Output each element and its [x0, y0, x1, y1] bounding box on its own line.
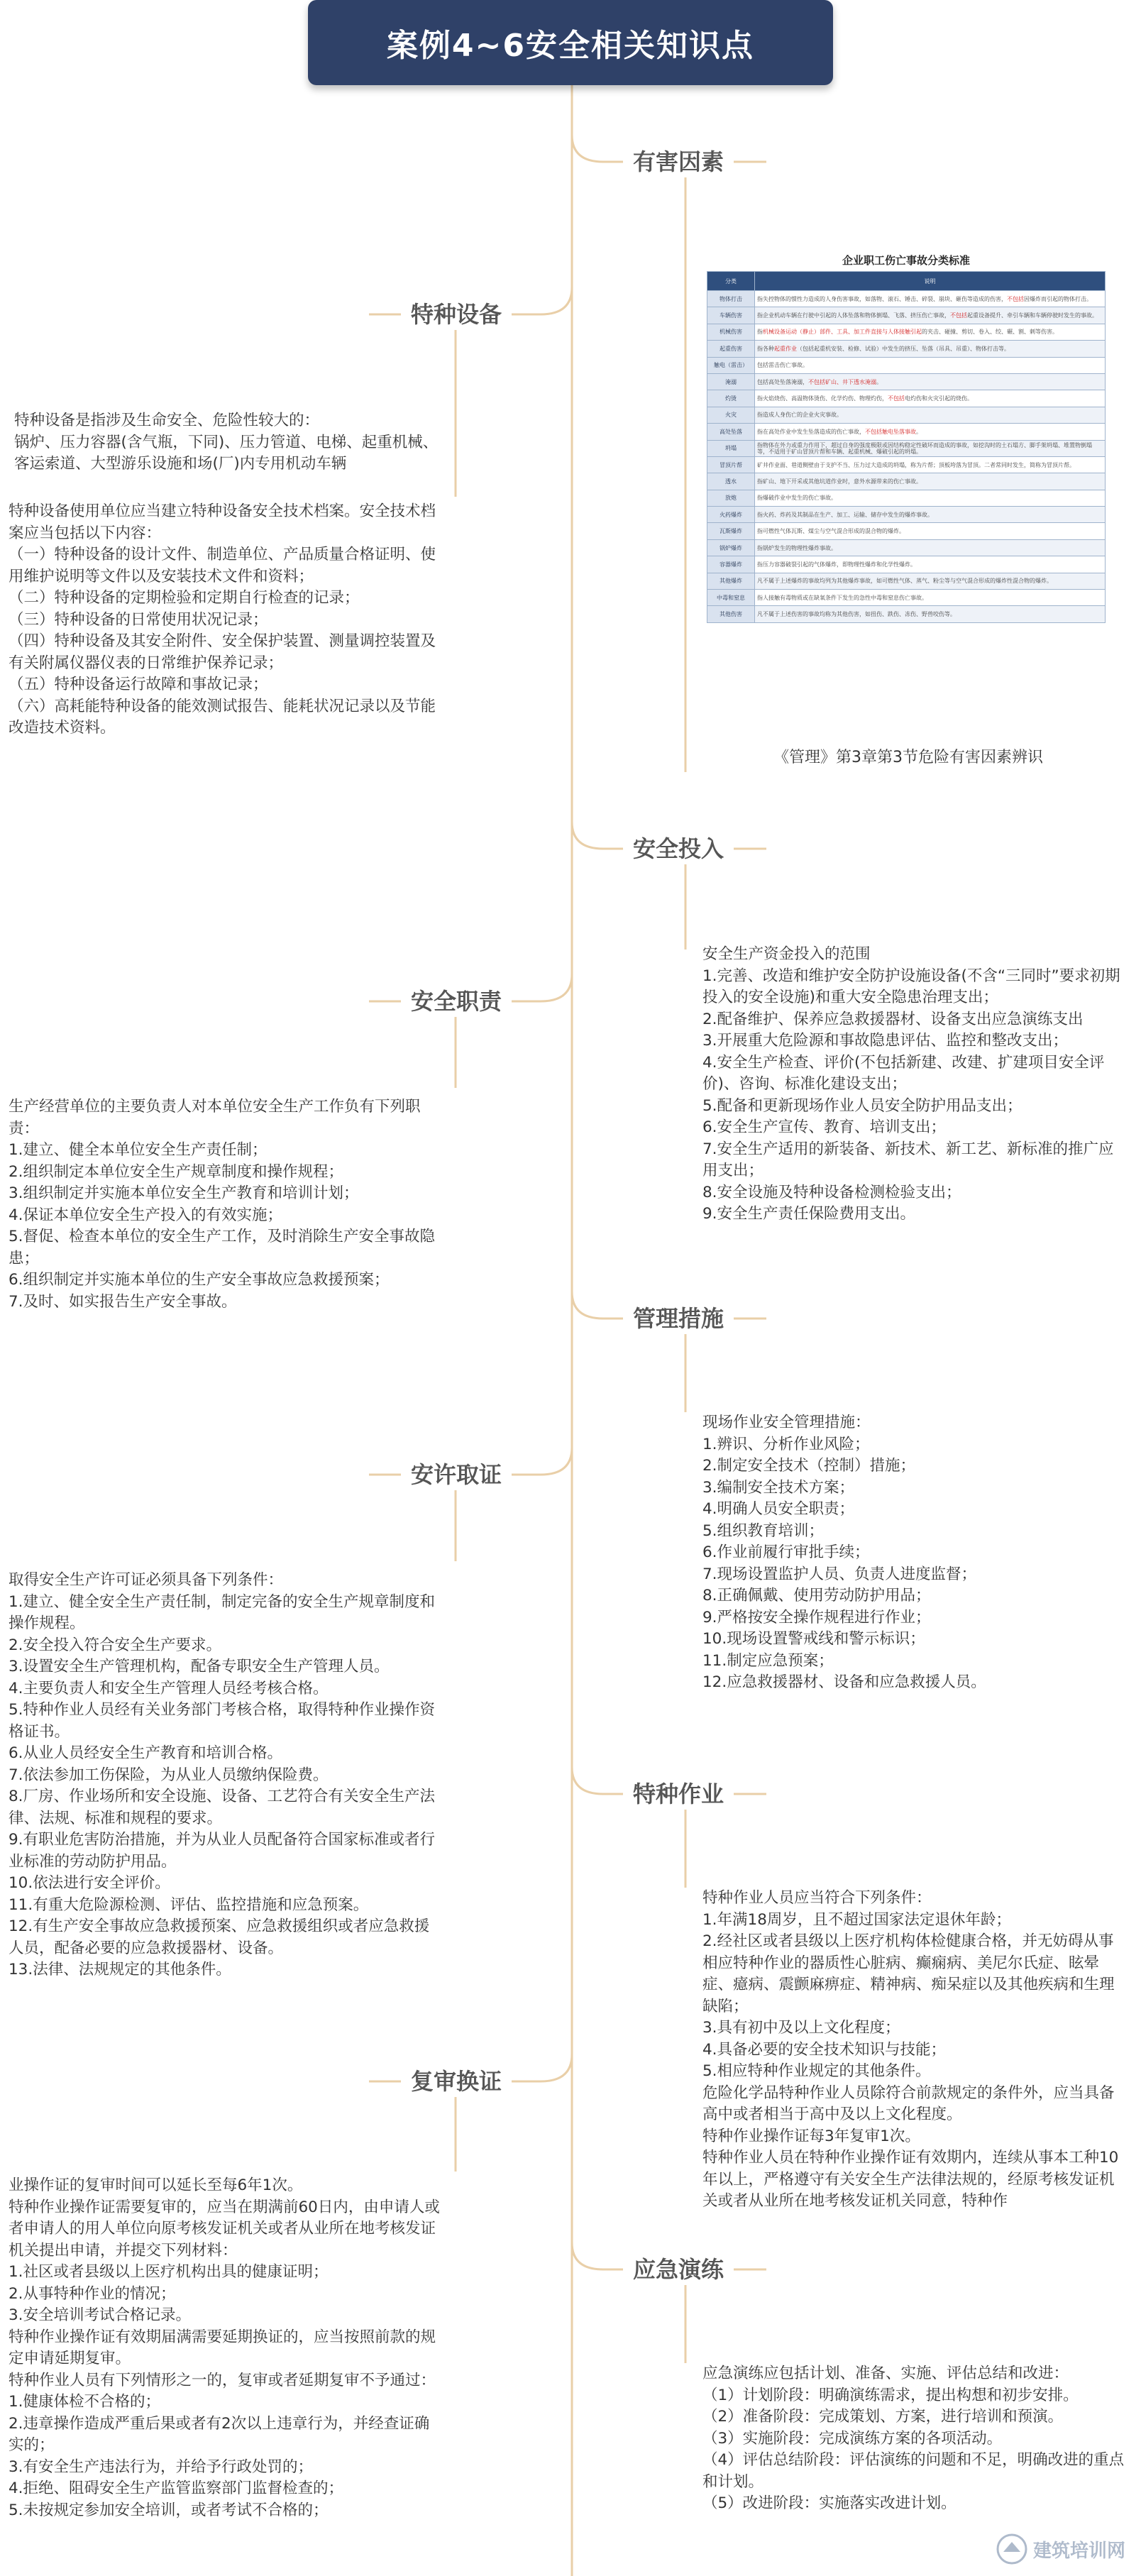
- leaf-line: （五）特种设备运行故障和事故记录；: [9, 676, 268, 693]
- leaf-line: （三）特种设备的日常使用状况记录；: [9, 610, 268, 629]
- description-text: 凡不属于上述爆炸的事故均列为其他爆炸事故，如可燃性气体、蒸气、粉尘等与空气混合形成的爆炸性混合物的爆炸。: [757, 578, 1052, 585]
- leaf-line: 2.从事特种作业的情况；: [9, 2284, 176, 2303]
- table-row: [707, 291, 1106, 307]
- leaf-line: 4.保证本单位安全生产投入的有效实施；: [9, 1206, 283, 1224]
- description-text: 包括高处坠落淹溺，: [757, 378, 808, 385]
- leaf-line: 5.配备和更新现场作业人员安全防护用品支出；: [702, 1096, 1023, 1115]
- leaf-line: 10.依法进行安全评价。: [9, 1874, 170, 1892]
- special-equipment-archive: [9, 501, 440, 739]
- highlight-text: 不包括触电坠落事故: [865, 428, 916, 435]
- leaf-line: 3.组织制定并实施本单位安全生产教育和培训计划；: [9, 1184, 359, 1202]
- table-cell-category: 物体打击: [707, 291, 755, 307]
- leaf-line: 6.安全生产宣传、教育、培训支出；: [702, 1118, 947, 1136]
- leaf-line: 4.安全生产检查、评价(不包括新建、改建、扩建项目安全评价)、咨询、标准化建设支出；: [702, 1053, 1105, 1093]
- leaf-line: 3.安全培训考试合格记录。: [9, 2306, 192, 2324]
- safety-duty-list: [9, 1096, 443, 1313]
- description-text: 指人接触有毒物质或在缺氧条件下发生的急性中毒和窒息伤亡事故。: [757, 594, 927, 601]
- leaf-line: 9.严格按安全操作规程进行作业；: [702, 1608, 931, 1626]
- leaf-line: 应急演练应包括计划、准备、实施、评估总结和改进：: [702, 2365, 1069, 2382]
- leaf-line: 1.社区或者县级以上医疗机构出具的健康证明；: [9, 2263, 329, 2281]
- table-cell-category: 其他伤害: [707, 606, 755, 622]
- emergency-list: [702, 2363, 1127, 2515]
- highlight-text: 不包括: [888, 395, 905, 402]
- leaf-line: 1.年满18周岁，且不超过国家法定退休年龄；: [702, 1910, 1011, 1929]
- description-text: 电灼伤和火灾引起的烧伤。: [905, 395, 973, 402]
- table-row: [707, 390, 1106, 407]
- branch-special-equipment: 特种设备: [401, 299, 512, 330]
- table-cell-description: [755, 590, 1106, 606]
- leaf-line: （4）评估总结阶段：评估演练的问题和不足，明确改进的重点和计划。: [702, 2451, 1125, 2491]
- table-cell-category: 透水: [707, 473, 755, 490]
- leaf-line: （一）特种设备的设计文件、制造单位、产品质量合格证明、使用维护说明等文件以及安装技术文件和资料；: [9, 546, 436, 585]
- leaf-line: （3）实施阶段：完成演练方案的各项活动。: [702, 2429, 1003, 2448]
- leaf-line: 3.设置安全生产管理机构，配备专职安全生产管理人员。: [9, 1658, 390, 1675]
- leaf-line: （二）特种设备的定期检验和定期自行检查的记录；: [9, 589, 360, 607]
- leaf-line: 8.安全设施及特种设备检测检验支出；: [702, 1183, 961, 1201]
- table-row: [707, 407, 1106, 423]
- table-row: [707, 440, 1106, 456]
- table-cell-description: [755, 456, 1106, 473]
- leaf-line: 3.编制安全技术方案；: [702, 1478, 855, 1497]
- description-text: 指矿山、地下开采或其他坑道作业时，意外水源带来的伤亡事故。: [757, 478, 922, 485]
- leaf-line: 3.有安全生产违法行为，并给予行政处罚的；: [9, 2457, 314, 2476]
- table-row: [707, 573, 1106, 589]
- leaf-line: 4.拒绝、阻碍安全生产监管监察部门监督检查的；: [9, 2479, 344, 2497]
- table-row: [707, 456, 1106, 473]
- accident-table-body: [707, 291, 1106, 623]
- table-cell-description: [755, 424, 1106, 440]
- table-cell-category: 锅炉爆炸: [707, 539, 755, 556]
- leaf-line: 2.配备维护、保养应急救援器材、设备支出应急演练支出: [702, 1010, 1084, 1028]
- accident-classification-table: [707, 250, 1106, 732]
- leaf-line: 12.有生产安全事故应急救援预案、应急救援组织或者应急救援人员，配备必要的应急救援器材、设备。: [9, 1917, 430, 1957]
- table-cell-description: [755, 357, 1106, 373]
- leaf-line: 特种作业人员在特种作业操作证有效期内，连续从事本工种10年以上，严格遵守有关安全生产法律法规的，经原考核发证机关或者从业所在地考核发证机关同意，特种作: [702, 2149, 1119, 2210]
- table-row: [707, 507, 1106, 523]
- description-text: 指锅炉发生的物理性爆炸事故。: [757, 544, 837, 551]
- leaf-line: 7.及时、如实报告生产安全事故。: [9, 1292, 237, 1311]
- branch-safety-duty: 安全职责: [401, 986, 512, 1017]
- column-header-name: 分类: [707, 272, 755, 291]
- table-cell-category: 起重伤害: [707, 341, 755, 357]
- table-row: [707, 357, 1106, 373]
- table-cell-category: 淹溺: [707, 373, 755, 390]
- description-text: 指在高处作业中发生坠落造成的伤亡事故，: [757, 428, 865, 435]
- leaf-line: 取得安全生产许可证必须具备下列条件：: [9, 1571, 284, 1589]
- table-cell-description: [755, 539, 1106, 556]
- description-text: 矿井作业面、巷道侧壁由于支护不当、压力过大造成的坍塌，称为片帮；顶板垮落为冒顶。二者常同时发生，简称为冒顶片帮。: [757, 461, 1075, 468]
- table-cell-description: [755, 373, 1106, 390]
- table-cell-description: [755, 307, 1106, 324]
- table-cell-description: [755, 556, 1106, 573]
- leaf-line: 生产经营单位的主要负责人对本单位安全生产工作负有下列职责：: [9, 1098, 421, 1138]
- branch-safety-investment: 安全投入: [623, 833, 734, 864]
- hazard-caption: 《管理》第3章第3节危险有害因素辨识: [773, 749, 1043, 766]
- watermark: [996, 2533, 1125, 2565]
- description-text: 指造成人身伤亡的企业火灾事故。: [757, 412, 842, 419]
- description-text: 指物体在外力或重力作用下，超过自身的强度极限或因结构稳定性破坏而造成的事故，如挖沟时的土石塌方、脚手架坍塌、堆置物倒塌等，不适用于矿山冒顶片帮和车辆、起重机械、爆破引起的坍塌。: [757, 441, 1092, 455]
- leaf-line: 4.具备必要的安全技术知识与技能；: [702, 2040, 947, 2059]
- leaf-line: 特种作业操作证有效期届满需要延期换证的，应当按照前款的规定申请延期复审。: [9, 2328, 436, 2367]
- description-text: 指企业机动车辆在行驶中引起的人体坠落和物体倒塌、飞落、挤压伤亡事故，: [757, 312, 950, 319]
- description-text: 指火药、炸药及其制品在生产、加工、运输、储存中发生的爆炸事故。: [757, 511, 933, 518]
- table-cell-description: [755, 440, 1106, 456]
- license-list: [9, 1570, 443, 1981]
- table-cell-description: [755, 473, 1106, 490]
- leaf-line: （5）改进阶段：实施落实改进计划。: [702, 2494, 957, 2512]
- leaf-line: 1.完善、改造和维护安全防护设施设备(不含“三同时”要求初期投入的安全设施)和重大安全隐患治理支出；: [702, 967, 1120, 1006]
- special-work-list: [702, 1888, 1127, 2213]
- table-cell-category: 中毒和窒息: [707, 590, 755, 606]
- table-cell-description: [755, 324, 1106, 340]
- leaf-line: 2.经社区或者县级以上医疗机构体检健康合格，并无妨碍从事相应特种作业的器质性心脏病、癫痫病、美尼尔氏症、眩晕症、癔病、震颤麻痹症、精神病、痴呆症以及其他疾病和生理缺陷；: [702, 1932, 1115, 2015]
- leaf-line: 3.具有初中及以上文化程度；: [702, 2019, 900, 2037]
- leaf-line: 13.法律、法规规定的其他条件。: [9, 1961, 231, 1978]
- table-cell-category: 放炮: [707, 490, 755, 506]
- leaf-line: 2.安全投入符合安全生产要求。: [9, 1636, 222, 1654]
- description-text: 指火焰烧伤、高温物体烫伤、化学灼伤、物理灼伤，: [757, 395, 888, 402]
- leaf-line: 特种设备是指涉及生命安全、危险性较大的：: [14, 412, 320, 429]
- leaf-line: 5.组织教育培训；: [702, 1521, 825, 1540]
- table-row: [707, 490, 1106, 506]
- table-cell-category: 火药爆炸: [707, 507, 755, 523]
- central-topic-title: 案例4~6安全相关知识点: [386, 28, 755, 64]
- table-row: [707, 539, 1106, 556]
- column-header-desc: 说明: [755, 272, 1106, 291]
- table-row: [707, 324, 1106, 340]
- leaf-line: 11.制定应急预案；: [702, 1651, 834, 1670]
- table-row: [707, 523, 1106, 539]
- branch-license: 安许取证: [401, 1459, 512, 1490]
- leaf-line: 6.组织制定并实施本单位的生产安全事故应急救援预案；: [9, 1271, 390, 1289]
- leaf-line: （四）特种设备及其安全附件、安全保护装置、测量调控装置及有关附属仪器仪表的日常维护保养记录；: [9, 632, 436, 672]
- description-text: 指失控物体的惯性力造成的人身伤害事故，如落物、滚石、锤击、碎裂、崩块、砸伤等造成的伤害，: [757, 295, 1007, 302]
- branch-hazard: 有害因素: [623, 146, 734, 177]
- table-row: [707, 590, 1106, 606]
- leaf-line: 4.明确人员安全职责；: [702, 1500, 855, 1518]
- leaf-line: 7.安全生产适用的新装备、新技术、新工艺、新标准的推广应用支出；: [702, 1140, 1114, 1179]
- description-text: 。: [916, 428, 922, 435]
- table-cell-category: 其他爆炸: [707, 573, 755, 589]
- table-row: [707, 373, 1106, 390]
- accident-table: [707, 271, 1106, 623]
- table-cell-category: 瓦斯爆炸: [707, 523, 755, 539]
- leaf-line: 5.相应特种作业规定的其他条件。: [702, 2062, 931, 2080]
- table-cell-category: 触电（雷击）: [707, 357, 755, 373]
- table-cell-category: 容器爆炸: [707, 556, 755, 573]
- leaf-line: 8.厂房、作业场所和安全设施、设备、工艺符合有关安全生产法律、法规、标准和规程的要求。: [9, 1788, 436, 1827]
- leaf-line: 特种作业操作证需要复审的，应当在期满前60日内，由申请人或者申请人的用人单位向原考核发证机关或者从业所在地考核发证机关提出申请，并提交下列材料：: [9, 2198, 440, 2259]
- table-row: [707, 606, 1106, 622]
- leaf-line: 特种作业人员应当符合下列条件：: [702, 1889, 932, 1907]
- table-row: [707, 307, 1106, 324]
- description-text: 因爆炸而引起的物体打击。: [1024, 295, 1092, 302]
- description-text: 。: [876, 378, 882, 385]
- leaf-line: （2）准备阶段：完成策划、方案，进行培训和预演。: [702, 2408, 1064, 2426]
- leaf-line: 9.有职业危害防治措施，并为从业人员配备符合国家标准或者行业标准的劳动防护用品。: [9, 1831, 436, 1871]
- leaf-line: 11.有重大危险源检测、评估、监控措施和应急预案。: [9, 1895, 369, 1914]
- description-text: 凡不属于上述伤害的事故均称为其他伤害，如扭伤、跌伤、冻伤、野兽咬伤等。: [757, 611, 956, 618]
- watermark-logo-icon: [996, 2533, 1027, 2565]
- leaf-line: 1.健康体检不合格的；: [9, 2393, 161, 2411]
- leaf-line: 2.制定安全技术（控制）措施；: [702, 1457, 916, 1475]
- table-cell-category: 机械伤害: [707, 324, 755, 340]
- highlight-text: 不包括矿山、井下透水淹溺: [808, 378, 876, 385]
- highlight-text: 机械设备运动（静止）部件、工具、加工件直接与人体接触引起: [763, 329, 922, 336]
- leaf-line: 3.开展重大危险源和事故隐患评估、监控和整改支出；: [702, 1032, 1069, 1050]
- leaf-line: 特种作业人员有下列情形之一的，复审或者延期复审不予通过：: [9, 2371, 436, 2389]
- leaf-line: 6.从业人员经安全生产教育和培训合格。: [9, 1744, 283, 1762]
- table-cell-description: [755, 341, 1106, 357]
- table-row: [707, 473, 1106, 490]
- description-text: 指: [757, 329, 763, 336]
- leaf-line: 1.建立、健全本单位安全生产责任制；: [9, 1141, 268, 1159]
- table-cell-category: 冒顶片帮: [707, 456, 755, 473]
- leaf-line: 特种作业操作证每3年复审1次。: [702, 2127, 920, 2145]
- highlight-text: 不包括: [1007, 295, 1024, 302]
- branch-emergency: 应急演练: [623, 2254, 734, 2285]
- leaf-line: 2.组织制定本单位安全生产规章制度和操作规程；: [9, 1162, 344, 1181]
- leaf-line: 安全生产资金投入的范围: [702, 945, 871, 963]
- table-row: [707, 556, 1106, 573]
- highlight-text: 不包括: [950, 312, 967, 319]
- table-cell-description: [755, 390, 1106, 407]
- leaf-line: 锅炉、压力容器(含气瓶，下同)、压力管道、电梯、起重机械、客运索道、大型游乐设施和场(厂)内专用机动车辆: [14, 433, 439, 473]
- leaf-line: 9.安全生产责任保险费用支出。: [702, 1205, 916, 1223]
- description-text: 指压力容器破裂引起的气体爆炸，即物理性爆炸和化学性爆炸。: [757, 561, 916, 568]
- leaf-line: 7.依法参加工伤保险，为从业人员缴纳保险费。: [9, 1766, 329, 1784]
- special-equipment-definition: [14, 410, 440, 475]
- leaf-line: （1）计划阶段：明确演练需求，提出构想和初步安排。: [702, 2386, 1079, 2404]
- leaf-line: 1.建立、健全安全生产责任制，制定完备的安全生产规章制度和操作规程。: [9, 1592, 436, 1632]
- description-text: 指爆破作业中发生的伤亡事故。: [757, 495, 837, 502]
- review-list: [9, 2175, 443, 2521]
- central-topic: [308, 0, 833, 85]
- leaf-line: 6.作业前履行审批手续；: [702, 1543, 870, 1561]
- safety-investment-list: [702, 944, 1127, 1226]
- table-row: [707, 424, 1106, 440]
- table-cell-description: [755, 490, 1106, 506]
- leaf-line: 现场作业安全管理措施：: [702, 1414, 871, 1431]
- leaf-line: 危险化学品特种作业人员除符合前款规定的条件外，应当具备高中或者相当于高中及以上文化程度。: [702, 2084, 1115, 2123]
- description-text: 的夹击、碰撞、剪切、卷入、绞、碾、割、刺等伤害。: [922, 329, 1058, 336]
- branch-special-work: 特种作业: [623, 1778, 734, 1810]
- leaf-line: 7.现场设置监护人员、负责人进度监督；: [702, 1565, 977, 1583]
- description-text: （包括起重机安装、检修、试验）中发生的挤压、坠落（吊具、吊重）、物体打击等。: [797, 345, 1010, 352]
- table-cell-category: 车辆伤害: [707, 307, 755, 324]
- highlight-text: 起重作业: [774, 345, 797, 352]
- table-cell-description: [755, 606, 1106, 622]
- branch-management: 管理措施: [623, 1303, 734, 1334]
- table-cell-description: [755, 507, 1106, 523]
- leaf-line: 8.正确佩戴、使用劳动防护用品；: [702, 1587, 931, 1605]
- table-cell-category: 灼烫: [707, 390, 755, 407]
- description-text: 指可燃性气体瓦斯、煤尘与空气混合形成的混合物的爆炸。: [757, 528, 905, 535]
- leaf-line: 特种设备使用单位应当建立特种设备安全技术档案。安全技术档案应当包括以下内容：: [9, 502, 436, 542]
- leaf-line: 5.未按规定参加安全培训，或者考试不合格的；: [9, 2501, 329, 2519]
- leaf-line: 业操作证的复审时间可以延长至每6年1次。: [9, 2176, 303, 2194]
- leaf-line: 4.主要负责人和安全生产管理人员经考核合格。: [9, 1679, 329, 1697]
- table-cell-description: [755, 573, 1106, 589]
- leaf-line: 10.现场设置警戒线和警示标识；: [702, 1630, 925, 1648]
- description-text: 包括雷击伤亡事故。: [757, 362, 808, 369]
- leaf-line: 12.应急救援器材、设备和应急救援人员。: [702, 1673, 986, 1691]
- leaf-line: 1.辨识、分析作业风险；: [702, 1435, 870, 1453]
- table-cell-description: [755, 523, 1106, 539]
- management-list: [702, 1412, 1127, 1694]
- leaf-line: 5.特种作业人员经有关业务部门考核合格，取得特种作业操作资格证书。: [9, 1701, 436, 1741]
- leaf-line: 2.违章操作造成严重后果或者有2次以上违章行为，并经查证确实的；: [9, 2414, 430, 2454]
- description-text: 起重设备提升、牵引车辆和车辆停驶时发生的事故。: [967, 312, 1098, 319]
- leaf-line: 5.督促、检查本单位的安全生产工作，及时消除生产安全事故隐患；: [9, 1228, 436, 1267]
- leaf-line: （六）高耗能特种设备的能效测试报告、能耗状况记录以及节能改造技术资料。: [9, 697, 436, 737]
- table-cell-description: [755, 407, 1106, 423]
- table-cell-category: 火灾: [707, 407, 755, 423]
- description-text: 指各种: [757, 345, 774, 352]
- table-cell-description: [755, 291, 1106, 307]
- table-row: [707, 341, 1106, 357]
- branch-review: 复审换证: [401, 2066, 512, 2097]
- table-cell-category: 坍塌: [707, 440, 755, 456]
- table-cell-category: 高处坠落: [707, 424, 755, 440]
- watermark-text: 建筑培训网: [1032, 2540, 1125, 2562]
- table-title: 企业职工伤亡事故分类标准: [842, 254, 970, 267]
